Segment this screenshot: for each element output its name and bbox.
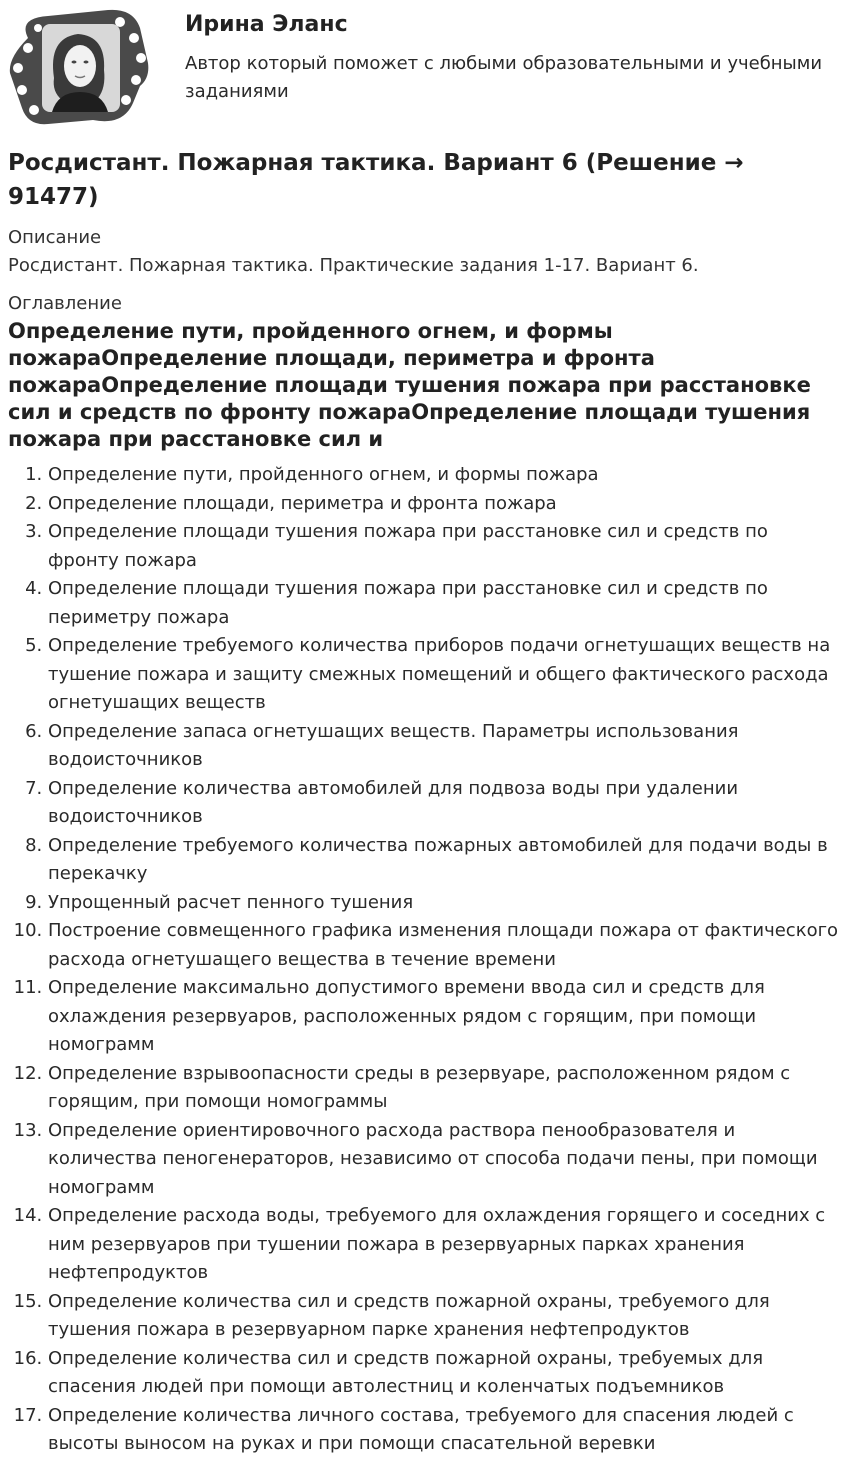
toc-item: 6. Определение запаса огнетушащих веществ. Параметры использования водоисточников: [48, 718, 840, 775]
author-name[interactable]: Ирина Эланс: [185, 12, 348, 37]
toc-heading: Определение пути, пройденного огнем, и формы пожараОпределение площади, периметра и фронта пожараОпределение площади тушения пожара при расстановке сил и средств по фронту пожараОпределение площади тушения пожара при расстановке сил и: [8, 319, 811, 451]
toc-item: 4. Определение площади тушения пожара при расстановке сил и средств по периметру пожара: [48, 575, 840, 632]
toc-item: 16. Определение количества сил и средств пожарной охраны, требуемых для спасения людей при помощи автолестниц и коленчатых подъемников: [48, 1345, 840, 1402]
document-content: [8, 146, 840, 1459]
toc-item: 9. Упрощенный расчет пенного тушения: [48, 889, 840, 918]
toc-item: 8. Определение требуемого количества пожарных автомобилей для подачи воды в перекачку: [48, 832, 840, 889]
author-card: [0, 0, 847, 140]
description-label: Описание: [8, 227, 102, 248]
toc-item: 14. Определение расхода воды, требуемого для охлаждения горящего и соседних с ним резервуаров при тушении пожара в резервуарных парках хранения нефтепродуктов: [48, 1202, 840, 1288]
toc-list: [8, 461, 840, 1459]
toc-item: 13. Определение ориентировочного расхода раствора пенообразователя и количества пеногенераторов, независимо от способа подачи пены, при помощи номограмм: [48, 1117, 840, 1203]
toc-item: 1. Определение пути, пройденного огнем, и формы пожара: [48, 461, 840, 490]
film-reel-avatar-icon: [8, 8, 150, 126]
toc-item: 17. Определение количества личного состава, требуемого для спасения людей с высоты выносом на руках и при помощи спасательной веревки: [48, 1402, 840, 1459]
author-description: Автор который поможет с любыми образовательными и учебными заданиями: [185, 53, 823, 102]
toc-item: 7. Определение количества автомобилей для подвоза воды при удалении водоисточников: [48, 775, 840, 832]
toc-item: 12. Определение взрывоопасности среды в резервуаре, расположенном рядом с горящим, при помощи номограммы: [48, 1060, 840, 1117]
description-text: Росдистант. Пожарная тактика. Практические задания 1-17. Вариант 6.: [8, 255, 699, 276]
toc-item: 10. Построение совмещенного графика изменения площади пожара от фактического расхода огнетушащего вещества в течение времени: [48, 917, 840, 974]
toc-item: 2. Определение площади, периметра и фронта пожара: [48, 490, 840, 519]
page-title: Росдистант. Пожарная тактика. Вариант 6 (Решение → 91477): [8, 150, 744, 210]
toc-item: 5. Определение требуемого количества приборов подачи огнетушащих веществ на тушение пожара и защиту смежных помещений и общего фактического расхода огнетушащих веществ: [48, 632, 840, 718]
toc-label: Оглавление: [8, 293, 122, 314]
toc-item: 15. Определение количества сил и средств пожарной охраны, требуемого для тушения пожара в резервуарном парке хранения нефтепродуктов: [48, 1288, 840, 1345]
author-avatar[interactable]: [8, 8, 150, 126]
toc-item: 11. Определение максимально допустимого времени ввода сил и средств для охлаждения резервуаров, расположенных рядом с горящим, при помощи номограмм: [48, 974, 840, 1060]
toc-item: 3. Определение площади тушения пожара при расстановке сил и средств по фронту пожара: [48, 518, 840, 575]
